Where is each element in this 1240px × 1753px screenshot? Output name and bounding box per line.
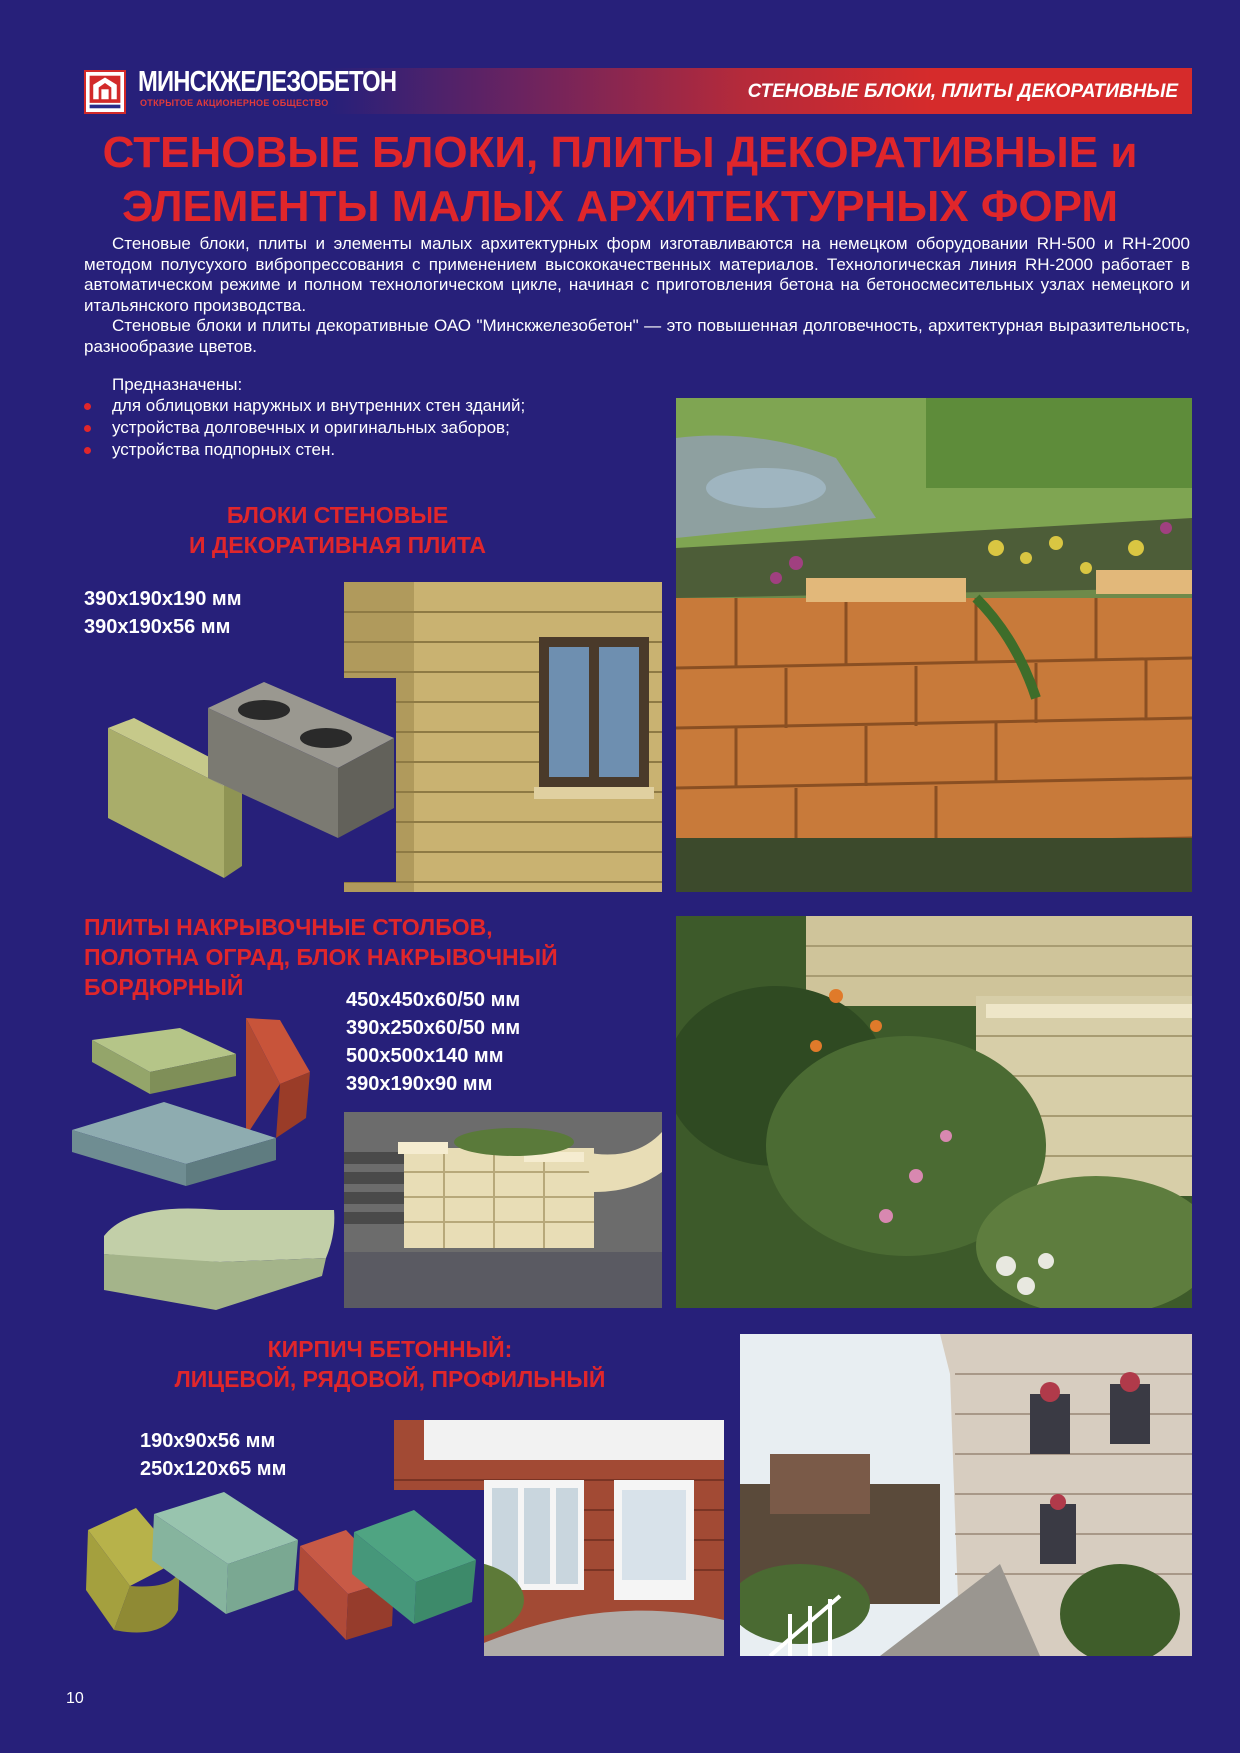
photo-retaining-wall-garden [676,398,1192,892]
size-item: 390x190x90 мм [346,1073,493,1095]
bullet-icon [84,425,91,432]
purpose-item [84,439,525,461]
section-heading-line: ЛИЦЕВОЙ, РЯДОВОЙ, ПРОФИЛЬНЫЙ [174,1366,606,1392]
page-number: 10 [66,1690,84,1707]
section-heading-line: КИРПИЧ БЕТОННЫЙ: [267,1336,513,1362]
wall-block-sizes [84,585,242,641]
intro-text [84,234,1190,357]
purpose-item [84,417,525,439]
section-heading-concrete-brick [120,1334,660,1394]
section-heading-line: ПОЛОТНА ОГРАД, БЛОК НАКРЫВОЧНЫЙ [84,944,558,970]
purpose-item-text: устройства долговечных и оригинальных заборов; [112,418,510,437]
photo-coping-slabs [70,1014,344,1314]
coping-slab-sizes [346,986,520,1098]
page-title-line1: СТЕНОВЫЕ БЛОКИ, ПЛИТЫ ДЕКОРАТИВНЫЕ и [102,128,1138,177]
size-item: 500x500x140 мм [346,1045,504,1067]
brand-name: МИНСКЖЕЛЕЗОБЕТОН [138,66,397,98]
section-heading-wall-blocks [150,500,525,560]
photo-concrete-bricks [84,1490,484,1658]
photo-stair-wall [344,1112,662,1308]
page-title [60,126,1180,234]
page-title-line2: ЭЛЕМЕНТЫ МАЛЫХ АРХИТЕКТУРНЫХ ФОРМ [121,182,1119,231]
size-item: 390x190x190 мм [84,588,242,610]
size-item: 390x190x56 мм [84,616,231,638]
photo-garden-stone-wall [676,916,1192,1308]
purpose-lead: Предназначены: [112,375,243,394]
section-heading-line: ПЛИТЫ НАКРЫВОЧНЫЕ СТОЛБОВ, [84,914,493,940]
size-item: 390x250x60/50 мм [346,1017,521,1039]
intro-paragraph-2: Стеновые блоки и плиты декоративные ОАО "Минскжелезобетон" — это повышенная долговечность, архитектурная выразительность, разнообразие цветов. [84,316,1190,356]
size-item: 250x120x65 мм [140,1458,287,1480]
section-heading-line: БОРДЮРНЫЙ [84,974,244,1000]
purpose-item-text: для облицовки наружных и внутренних стен зданий; [112,396,526,415]
photo-wall-blocks [104,678,396,882]
company-logo-icon [84,70,126,114]
brand-subtitle: ОТКРЫТОЕ АКЦИОНЕРНОЕ ОБЩЕСТВО [140,98,329,108]
size-item: 190x90x56 мм [140,1430,276,1452]
bullet-icon [84,447,91,454]
photo-brick-street [740,1334,1192,1656]
brick-sizes [140,1427,286,1483]
section-label: СТЕНОВЫЕ БЛОКИ, ПЛИТЫ ДЕКОРАТИВНЫЕ [747,81,1178,102]
purpose-item-text: устройства подпорных стен. [112,440,336,459]
intro-paragraph-1: Стеновые блоки, плиты и элементы малых архитектурных форм изготавливаются на немецком оборудовании RH-500 и RH-2000 методом полусухого вибропрессования с применением высококачественных материалов. Технологическая линия RH-2000 работает в автоматическом режиме и полном технологическом цикле, начиная с приготовления бетона на бетоносмесительных узлах немецкого и итальянского производства. [84,234,1190,315]
section-heading-line: И ДЕКОРАТИВНАЯ ПЛИТА [188,532,487,558]
bullet-icon [84,403,91,410]
section-heading-line: БЛОКИ СТЕНОВЫЕ [226,502,449,528]
size-item: 450x450x60/50 мм [346,989,521,1011]
purpose-list [84,374,525,461]
purpose-item [84,395,525,417]
